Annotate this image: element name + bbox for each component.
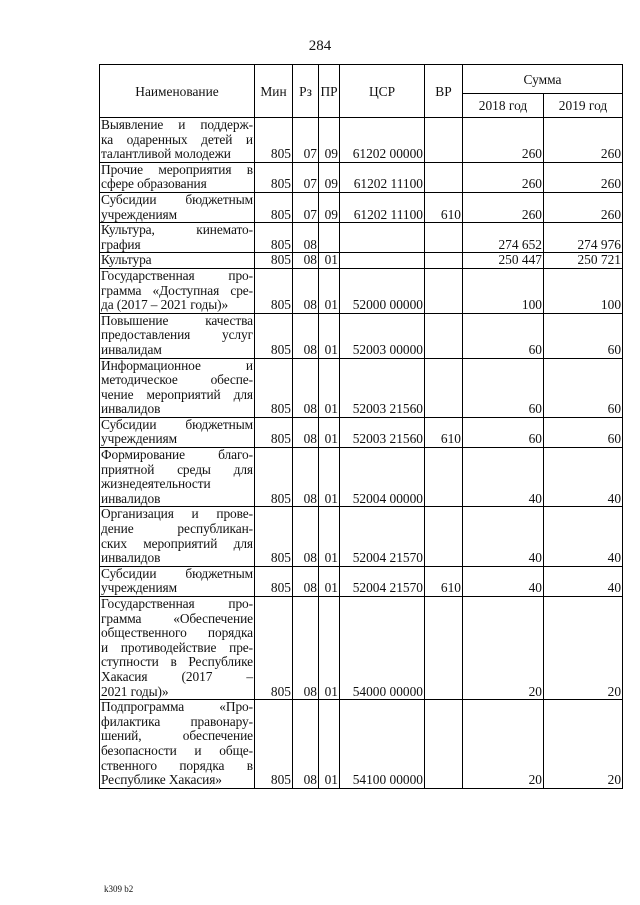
cell-pr: 01 (319, 358, 340, 417)
name-line: ственного порядка в (101, 757, 253, 773)
cell-name (100, 597, 255, 700)
cell-rz: 08 (293, 358, 319, 417)
cell-vr (425, 507, 463, 566)
cell-2019: 40 (544, 448, 623, 507)
header-min: Мин (255, 65, 293, 118)
page-number: 284 (308, 38, 332, 54)
cell-pr: 09 (319, 162, 340, 192)
cell-2019: 40 (544, 566, 623, 596)
name-line: Культура, кинемато- (101, 222, 253, 238)
budget-table (99, 64, 623, 789)
cell-csr: 52003 21560 (340, 417, 425, 447)
name-line: Повышение качества (101, 313, 253, 328)
name-line: Подпрограмма «Про- (101, 699, 253, 715)
cell-2019: 60 (544, 313, 623, 358)
cell-name (100, 566, 255, 596)
name-line: дение республикан- (101, 521, 253, 537)
cell-csr: 52003 21560 (340, 358, 425, 417)
name-line: Организация и прове- (101, 506, 253, 522)
cell-pr: 01 (319, 448, 340, 507)
header-pr: ПР (319, 65, 340, 118)
cell-2018: 274 652 (463, 223, 544, 253)
cell-csr: 52004 21570 (340, 507, 425, 566)
cell-2018: 20 (463, 597, 544, 700)
name-line: Республике Хакасия» (101, 772, 222, 788)
cell-csr: 54100 00000 (340, 700, 425, 789)
cell-vr (425, 268, 463, 313)
name-line: Культура (101, 252, 152, 268)
cell-pr: 01 (319, 507, 340, 566)
name-line: чение мероприятий для (101, 386, 253, 402)
cell-name (100, 700, 255, 789)
cell-2018: 60 (463, 358, 544, 417)
cell-2018: 40 (463, 507, 544, 566)
cell-csr: 61202 11100 (340, 162, 425, 192)
cell-vr: 610 (425, 566, 463, 596)
table-row (100, 192, 623, 222)
cell-2019: 60 (544, 358, 623, 417)
cell-2018: 260 (463, 192, 544, 222)
cell-csr: 52004 00000 (340, 448, 425, 507)
footer-code: k309 b2 (104, 884, 134, 894)
cell-2019: 260 (544, 162, 623, 192)
cell-2018: 250 447 (463, 253, 544, 269)
cell-2019: 20 (544, 597, 623, 700)
name-line: учреждениям (101, 431, 177, 447)
cell-rz: 08 (293, 313, 319, 358)
name-line: 2021 годы)» (101, 683, 169, 699)
cell-rz: 07 (293, 162, 319, 192)
cell-2018: 20 (463, 700, 544, 789)
name-line: инвалидов (101, 490, 161, 506)
name-line: учреждениям (101, 580, 177, 596)
name-line: предоставления услуг (101, 327, 253, 343)
cell-min: 805 (255, 448, 293, 507)
name-line: Формирование благо- (101, 447, 253, 463)
cell-2018: 260 (463, 162, 544, 192)
cell-2018: 260 (463, 118, 544, 163)
cell-rz: 08 (293, 223, 319, 253)
cell-min: 805 (255, 268, 293, 313)
header-csr: ЦСР (340, 65, 425, 118)
header-year-2019: 2019 год (544, 94, 623, 118)
cell-min: 805 (255, 192, 293, 222)
cell-pr: 01 (319, 313, 340, 358)
cell-min: 805 (255, 313, 293, 358)
cell-rz: 08 (293, 566, 319, 596)
cell-csr: 52000 00000 (340, 268, 425, 313)
name-line: приятной среды для (101, 461, 253, 477)
cell-2018: 60 (463, 417, 544, 447)
cell-min: 805 (255, 700, 293, 789)
cell-csr: 54000 00000 (340, 597, 425, 700)
name-line: безопасности и обще- (101, 742, 253, 758)
cell-2019: 100 (544, 268, 623, 313)
cell-pr: 01 (319, 700, 340, 789)
cell-vr (425, 253, 463, 269)
cell-min: 805 (255, 566, 293, 596)
table-row (100, 313, 623, 358)
name-line: да (2017 – 2021 годы)» (101, 297, 229, 313)
cell-name (100, 268, 255, 313)
cell-min: 805 (255, 597, 293, 700)
name-line: инвалидов (101, 550, 161, 566)
header-sum: Сумма (463, 65, 623, 94)
cell-min: 805 (255, 253, 293, 269)
name-line: инвалидов (101, 401, 161, 417)
cell-rz: 08 (293, 417, 319, 447)
table-row (100, 566, 623, 596)
cell-min: 805 (255, 162, 293, 192)
table-row (100, 597, 623, 700)
table-row (100, 253, 623, 269)
cell-2018: 100 (463, 268, 544, 313)
cell-vr: 610 (425, 192, 463, 222)
cell-vr (425, 700, 463, 789)
cell-vr (425, 448, 463, 507)
name-line: ступности в Республике (101, 654, 253, 670)
header-vr: ВР (425, 65, 463, 118)
name-line: Субсидии бюджетным (101, 417, 253, 432)
cell-2019: 20 (544, 700, 623, 789)
cell-rz: 08 (293, 700, 319, 789)
cell-csr: 61202 11100 (340, 192, 425, 222)
cell-pr: 01 (319, 253, 340, 269)
cell-name (100, 223, 255, 253)
cell-rz: 08 (293, 448, 319, 507)
name-line: грамма «Обеспечение (101, 610, 253, 626)
table-row (100, 118, 623, 163)
cell-pr: 01 (319, 268, 340, 313)
name-line: Хакасия (2017 – (101, 668, 253, 684)
header-name: Наименование (100, 65, 255, 118)
cell-vr (425, 223, 463, 253)
cell-2019: 40 (544, 507, 623, 566)
name-line: талантливой молодежи (101, 146, 231, 162)
cell-vr (425, 597, 463, 700)
cell-csr: 52003 00000 (340, 313, 425, 358)
name-line: сфере образования (101, 176, 207, 192)
cell-2019: 60 (544, 417, 623, 447)
cell-rz: 08 (293, 507, 319, 566)
table-row (100, 162, 623, 192)
cell-pr: 09 (319, 192, 340, 222)
table-row (100, 448, 623, 507)
name-line: Субсидии бюджетным (101, 192, 253, 207)
name-line: инвалидам (101, 341, 162, 357)
table-row (100, 507, 623, 566)
table-row (100, 268, 623, 313)
cell-2018: 40 (463, 448, 544, 507)
cell-vr: 610 (425, 417, 463, 447)
name-line: жизнедеятельности (101, 476, 211, 492)
cell-name (100, 253, 255, 269)
name-line: грамма «Доступная сре- (101, 282, 253, 298)
cell-name (100, 358, 255, 417)
name-line: филактика правонару- (101, 713, 253, 729)
cell-csr: 52004 21570 (340, 566, 425, 596)
name-line: Прочие мероприятия в (101, 162, 253, 177)
cell-name (100, 118, 255, 163)
cell-min: 805 (255, 507, 293, 566)
table-body (100, 118, 623, 789)
name-line: методическое обеспе- (101, 372, 253, 388)
header-year-2018: 2018 год (463, 94, 544, 118)
table-header (100, 65, 623, 118)
cell-vr (425, 313, 463, 358)
table-row (100, 700, 623, 789)
cell-rz: 08 (293, 597, 319, 700)
name-line: ка одаренных детей и (101, 131, 253, 147)
cell-2019: 260 (544, 118, 623, 163)
name-line: Выявление и поддерж- (101, 117, 253, 132)
table-row (100, 223, 623, 253)
name-line: Государственная про- (101, 268, 253, 283)
name-line: Информационное и (101, 358, 253, 373)
cell-min: 805 (255, 118, 293, 163)
name-line: ских мероприятий для (101, 535, 253, 551)
cell-name (100, 162, 255, 192)
cell-min: 805 (255, 417, 293, 447)
cell-pr (319, 223, 340, 253)
table-row (100, 417, 623, 447)
cell-pr: 01 (319, 566, 340, 596)
cell-pr: 09 (319, 118, 340, 163)
cell-name (100, 313, 255, 358)
cell-csr (340, 253, 425, 269)
cell-vr (425, 118, 463, 163)
table-row (100, 358, 623, 417)
cell-rz: 07 (293, 192, 319, 222)
cell-name (100, 192, 255, 222)
cell-pr: 01 (319, 417, 340, 447)
cell-rz: 08 (293, 253, 319, 269)
cell-rz: 08 (293, 268, 319, 313)
cell-name (100, 507, 255, 566)
name-line: графия (101, 236, 141, 252)
cell-vr (425, 162, 463, 192)
cell-2019: 274 976 (544, 223, 623, 253)
cell-vr (425, 358, 463, 417)
cell-2018: 60 (463, 313, 544, 358)
cell-2018: 40 (463, 566, 544, 596)
cell-2019: 250 721 (544, 253, 623, 269)
cell-name (100, 417, 255, 447)
header-rz: Рз (293, 65, 319, 118)
name-line: шений, обеспечение (101, 728, 253, 744)
cell-rz: 07 (293, 118, 319, 163)
cell-csr: 61202 00000 (340, 118, 425, 163)
cell-pr: 01 (319, 597, 340, 700)
name-line: и противодействие пре- (101, 639, 253, 655)
cell-name (100, 448, 255, 507)
name-line: учреждениям (101, 206, 177, 222)
cell-min: 805 (255, 223, 293, 253)
name-line: Субсидии бюджетным (101, 566, 253, 581)
name-line: Государственная про- (101, 596, 253, 611)
cell-csr (340, 223, 425, 253)
name-line: общественного порядка (101, 625, 253, 641)
cell-2019: 260 (544, 192, 623, 222)
cell-min: 805 (255, 358, 293, 417)
